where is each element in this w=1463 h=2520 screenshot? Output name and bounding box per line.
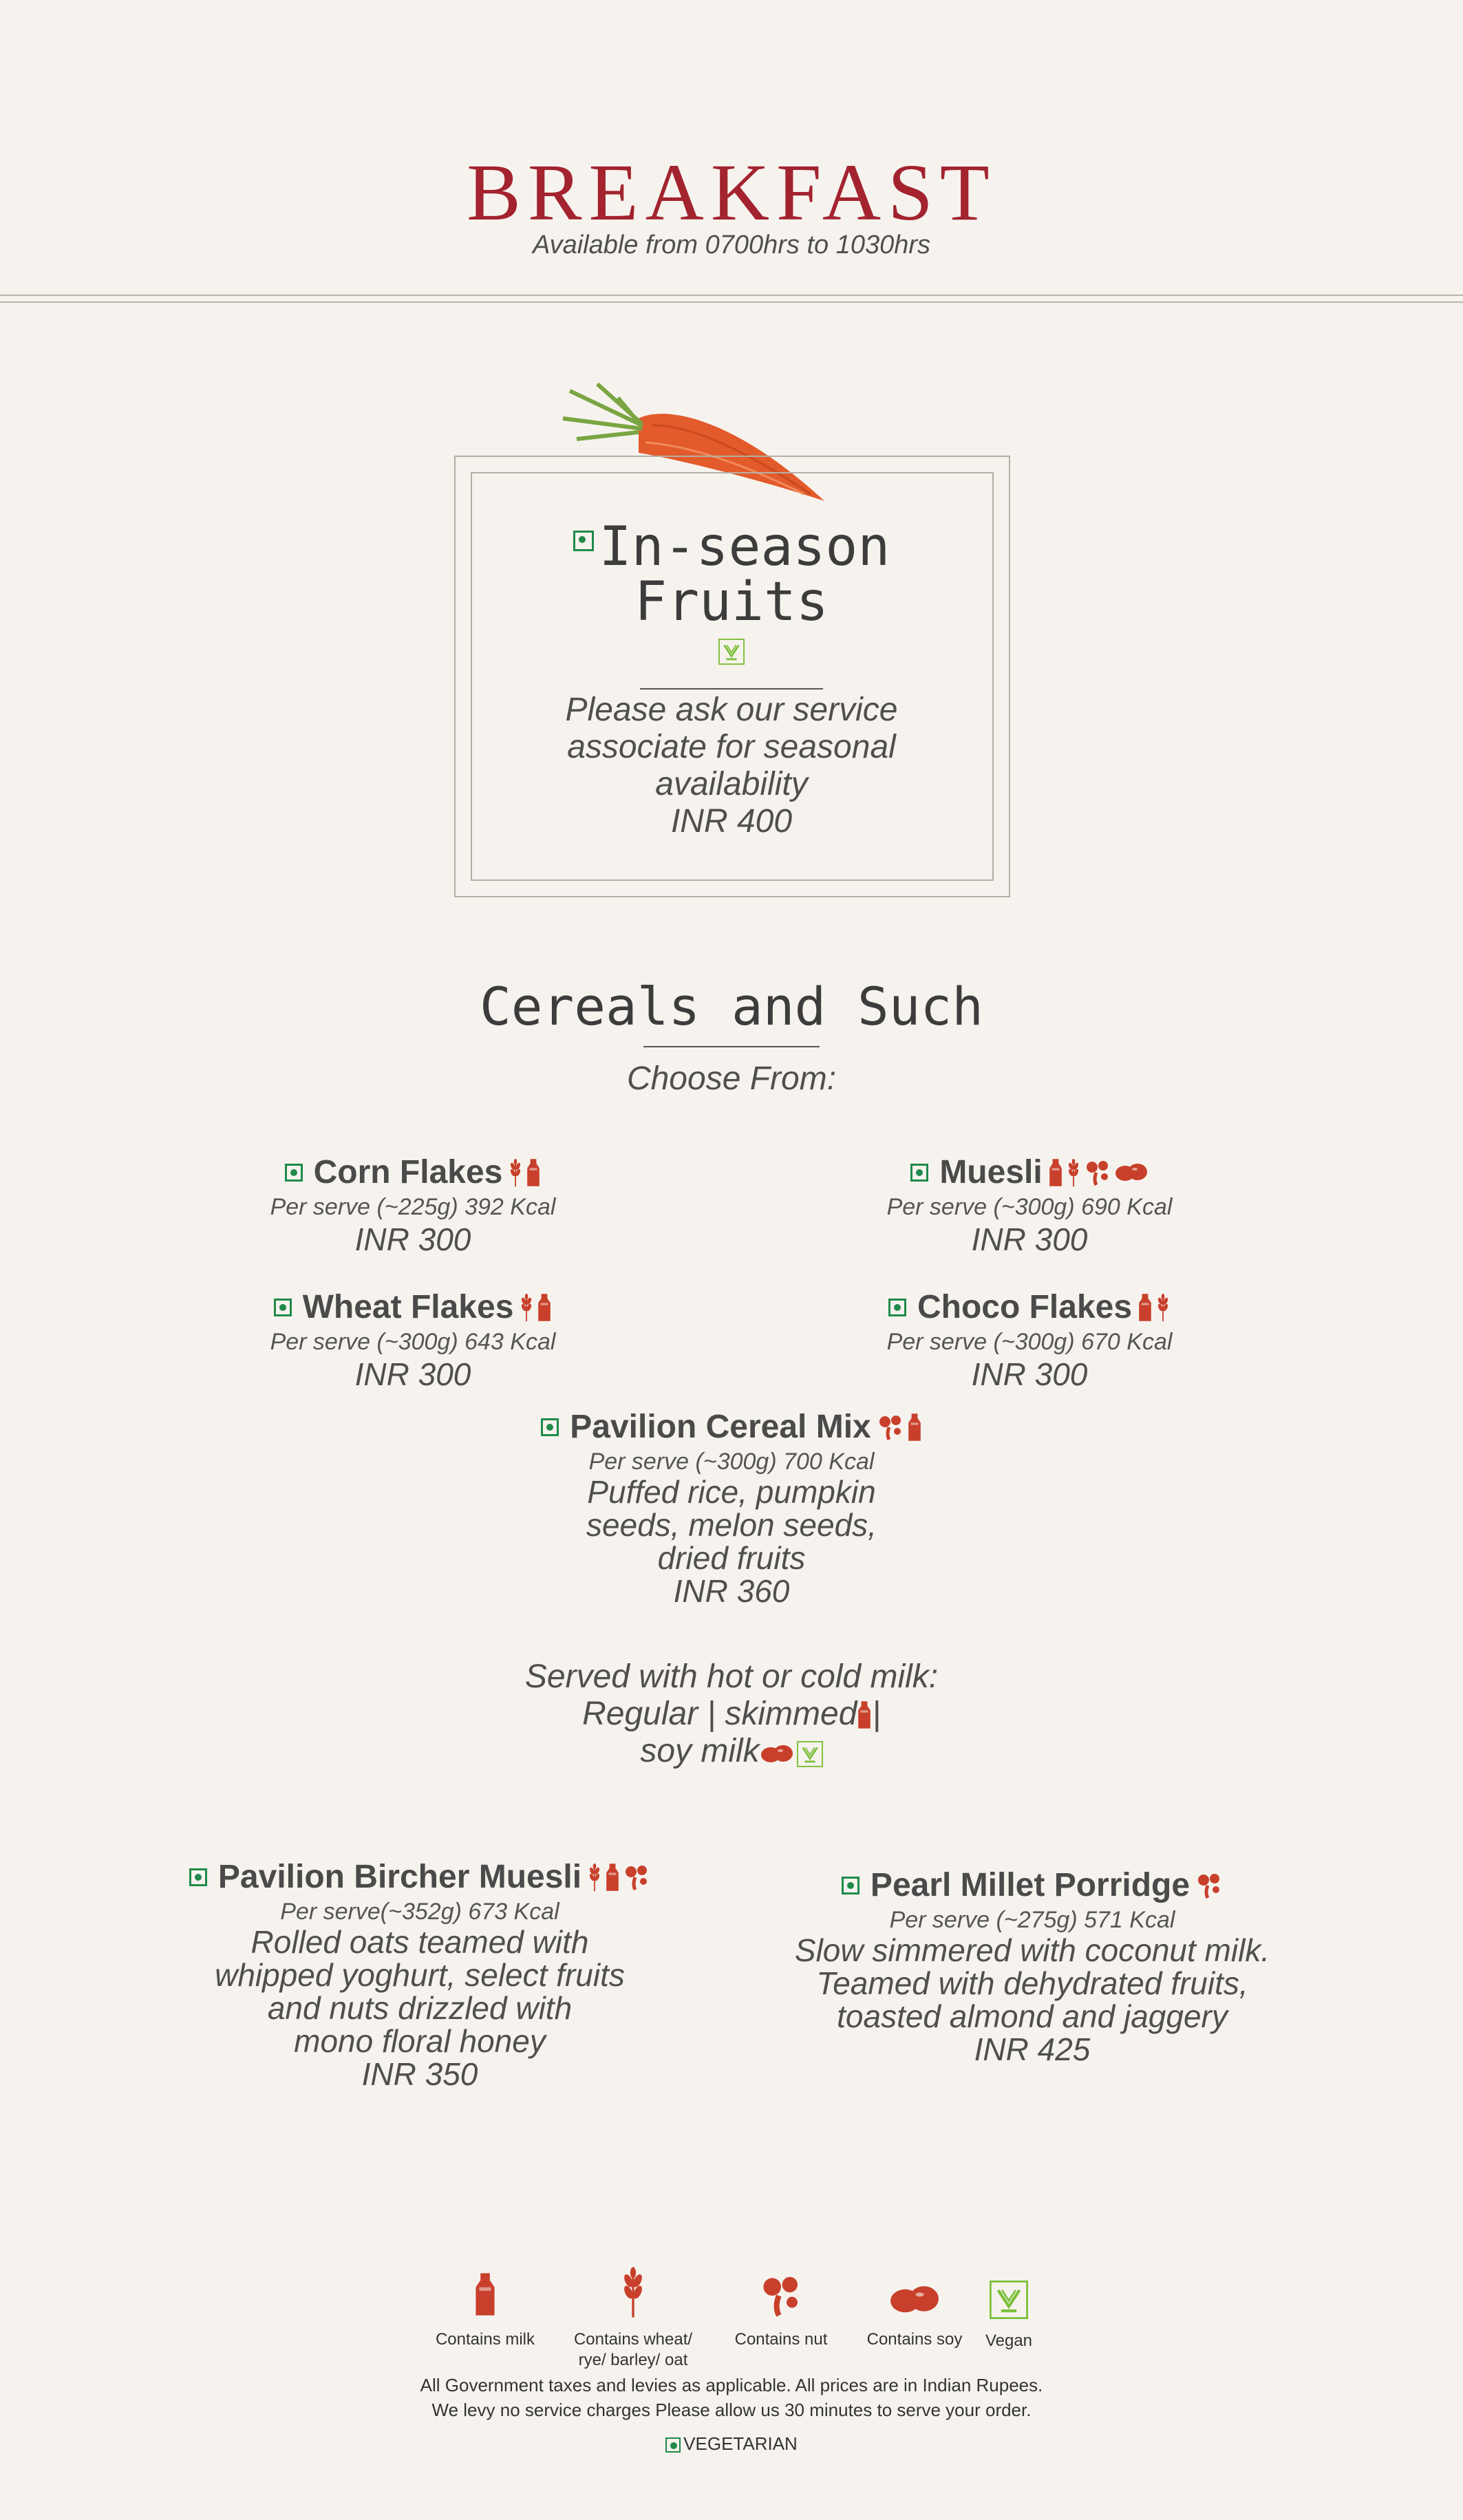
nut-icon — [623, 1864, 650, 1891]
choose-from-label: Choose From: — [626, 1060, 837, 1097]
footer-line: All Government taxes and levies as applicable. All prices are in Indian Rupees. — [420, 2375, 1043, 2395]
milk-note-separator: | — [872, 1696, 881, 1732]
item-desc-line: seeds, melon seeds, — [586, 1507, 877, 1543]
veg-mark-icon — [665, 2437, 681, 2453]
item-price: INR 300 — [971, 1356, 1088, 1392]
header-divider-bottom — [0, 301, 1463, 303]
wheat-icon — [587, 1862, 602, 1892]
menu-item-pearl-millet-porridge — [729, 1866, 1335, 2066]
legend-soy — [849, 2282, 980, 2350]
item-desc-line: toasted almond and jaggery — [837, 1998, 1228, 2034]
item-kcal: Per serve (~275g) 571 Kcal — [889, 1907, 1175, 1933]
page-title: BREAKFAST — [467, 147, 996, 237]
nut-icon — [877, 1413, 904, 1441]
milk-options-note — [0, 1658, 1463, 1770]
footer-notes — [0, 2373, 1463, 2422]
milk-icon — [857, 1700, 872, 1730]
item-name: Corn Flakes — [313, 1154, 503, 1190]
item-name: Pavilion Bircher Muesli — [217, 1859, 582, 1895]
milk-icon — [537, 1292, 552, 1323]
nut-icon — [1084, 1159, 1111, 1186]
legend-label: Contains soy — [866, 2330, 963, 2349]
milk-icon — [473, 2271, 497, 2318]
wheat-icon — [619, 2267, 647, 2318]
item-price: INR 300 — [354, 1356, 471, 1392]
milk-note-line: soy milk — [640, 1733, 760, 1769]
soy-icon — [760, 1742, 794, 1766]
menu-item-corn-flakes — [206, 1153, 619, 1258]
legend-label-line: rye/ barley/ oat — [578, 2351, 688, 2369]
item-desc-line: Puffed rice, pumpkin — [587, 1474, 876, 1510]
nut-icon — [759, 2274, 803, 2318]
veg-mark-icon — [573, 531, 594, 551]
section-heading-cereals: Cereals and Such — [479, 976, 984, 1037]
menu-item-choco-flakes — [823, 1288, 1236, 1393]
cereals-rule — [643, 1046, 820, 1047]
legend-nut — [716, 2274, 846, 2350]
fruits-title-line2: Fruits — [634, 571, 829, 633]
item-kcal: Per serve (~300g) 690 Kcal — [886, 1194, 1173, 1220]
fruits-desc-line: associate for seasonal — [567, 729, 896, 765]
milk-icon — [1048, 1157, 1063, 1188]
veg-mark-icon — [888, 1299, 906, 1316]
item-price: INR 300 — [354, 1221, 471, 1257]
item-kcal: Per serve (~300g) 700 Kcal — [588, 1449, 875, 1475]
nut-icon — [1195, 1872, 1223, 1899]
fruits-title-line1: In-season — [599, 516, 890, 578]
wheat-icon — [508, 1157, 523, 1188]
item-kcal: Per serve (~300g) 643 Kcal — [270, 1329, 556, 1355]
menu-item-pavilion-cereal-mix — [456, 1408, 1007, 1608]
vegetarian-label: VEGETARIAN — [683, 2433, 798, 2454]
availability-subtitle: Available from 0700hrs to 1030hrs — [532, 231, 931, 259]
milk-icon — [1138, 1292, 1153, 1323]
vegetarian-legend — [0, 2433, 1463, 2455]
item-desc-line: and nuts drizzled with — [267, 1990, 573, 2026]
item-desc-line: mono floral honey — [294, 2023, 546, 2059]
menu-item-bircher-muesli — [138, 1858, 702, 2091]
fruits-price: INR 400 — [670, 803, 793, 840]
item-name: Muesli — [939, 1154, 1043, 1190]
milk-note-line: Served with hot or cold milk: — [524, 1658, 939, 1695]
menu-item-muesli — [823, 1153, 1236, 1258]
veg-mark-icon — [285, 1164, 303, 1182]
item-desc-line: Rolled oats teamed with — [250, 1924, 589, 1960]
item-desc-line: dried fruits — [657, 1540, 806, 1576]
fruits-title — [482, 516, 981, 633]
veg-mark-icon — [910, 1164, 928, 1182]
item-desc-line: whipped yoghurt, select fruits — [215, 1957, 625, 1993]
milk-icon — [605, 1862, 620, 1892]
vegan-icon — [990, 2281, 1028, 2319]
vegan-icon — [797, 1741, 823, 1767]
fruits-desc-line: availability — [655, 766, 808, 802]
header-divider-top — [0, 295, 1463, 296]
vegan-icon — [718, 639, 745, 665]
item-name: Choco Flakes — [917, 1289, 1133, 1325]
veg-mark-icon — [189, 1868, 207, 1886]
item-price: INR 425 — [974, 2031, 1091, 2067]
legend-label: Contains nut — [734, 2330, 828, 2349]
legend-label-line: Contains wheat/ — [573, 2330, 693, 2349]
legend-vegan — [968, 2281, 1050, 2351]
legend-label: Contains milk — [435, 2330, 535, 2349]
soy-icon — [1114, 1161, 1149, 1184]
item-name: Pearl Millet Porridge — [870, 1867, 1190, 1903]
wheat-icon — [1066, 1157, 1081, 1188]
legend-label — [557, 2329, 709, 2371]
legend-wheat — [557, 2267, 709, 2371]
soy-icon — [888, 2282, 941, 2318]
item-kcal: Per serve (~225g) 392 Kcal — [270, 1194, 556, 1220]
item-price: INR 300 — [971, 1221, 1088, 1257]
legend-label: Vegan — [985, 2331, 1033, 2350]
veg-mark-icon — [541, 1418, 559, 1436]
item-price: INR 360 — [673, 1573, 790, 1609]
fruits-description — [482, 692, 981, 840]
item-desc-line: Teamed with dehydrated fruits, — [816, 1965, 1248, 2001]
footer-line: We levy no service charges Please allow us 30 minutes to serve your order. — [431, 2400, 1032, 2420]
milk-note-line: Regular | skimmed — [582, 1696, 857, 1732]
legend-milk — [420, 2271, 551, 2350]
milk-icon — [907, 1412, 922, 1442]
wheat-icon — [519, 1292, 534, 1323]
fruits-rule — [640, 688, 823, 690]
wheat-icon — [1155, 1292, 1171, 1323]
item-kcal: Per serve (~300g) 670 Kcal — [886, 1329, 1173, 1355]
item-kcal: Per serve(~352g) 673 Kcal — [280, 1899, 559, 1925]
item-price: INR 350 — [361, 2056, 478, 2092]
menu-item-wheat-flakes — [206, 1288, 619, 1393]
veg-mark-icon — [274, 1299, 292, 1316]
milk-icon — [526, 1157, 541, 1188]
item-name: Wheat Flakes — [302, 1289, 514, 1325]
fruits-desc-line: Please ask our service — [565, 692, 898, 728]
item-desc-line: Slow simmered with coconut milk. — [794, 1932, 1270, 1968]
item-name: Pavilion Cereal Mix — [570, 1409, 871, 1445]
veg-mark-icon — [842, 1877, 859, 1894]
